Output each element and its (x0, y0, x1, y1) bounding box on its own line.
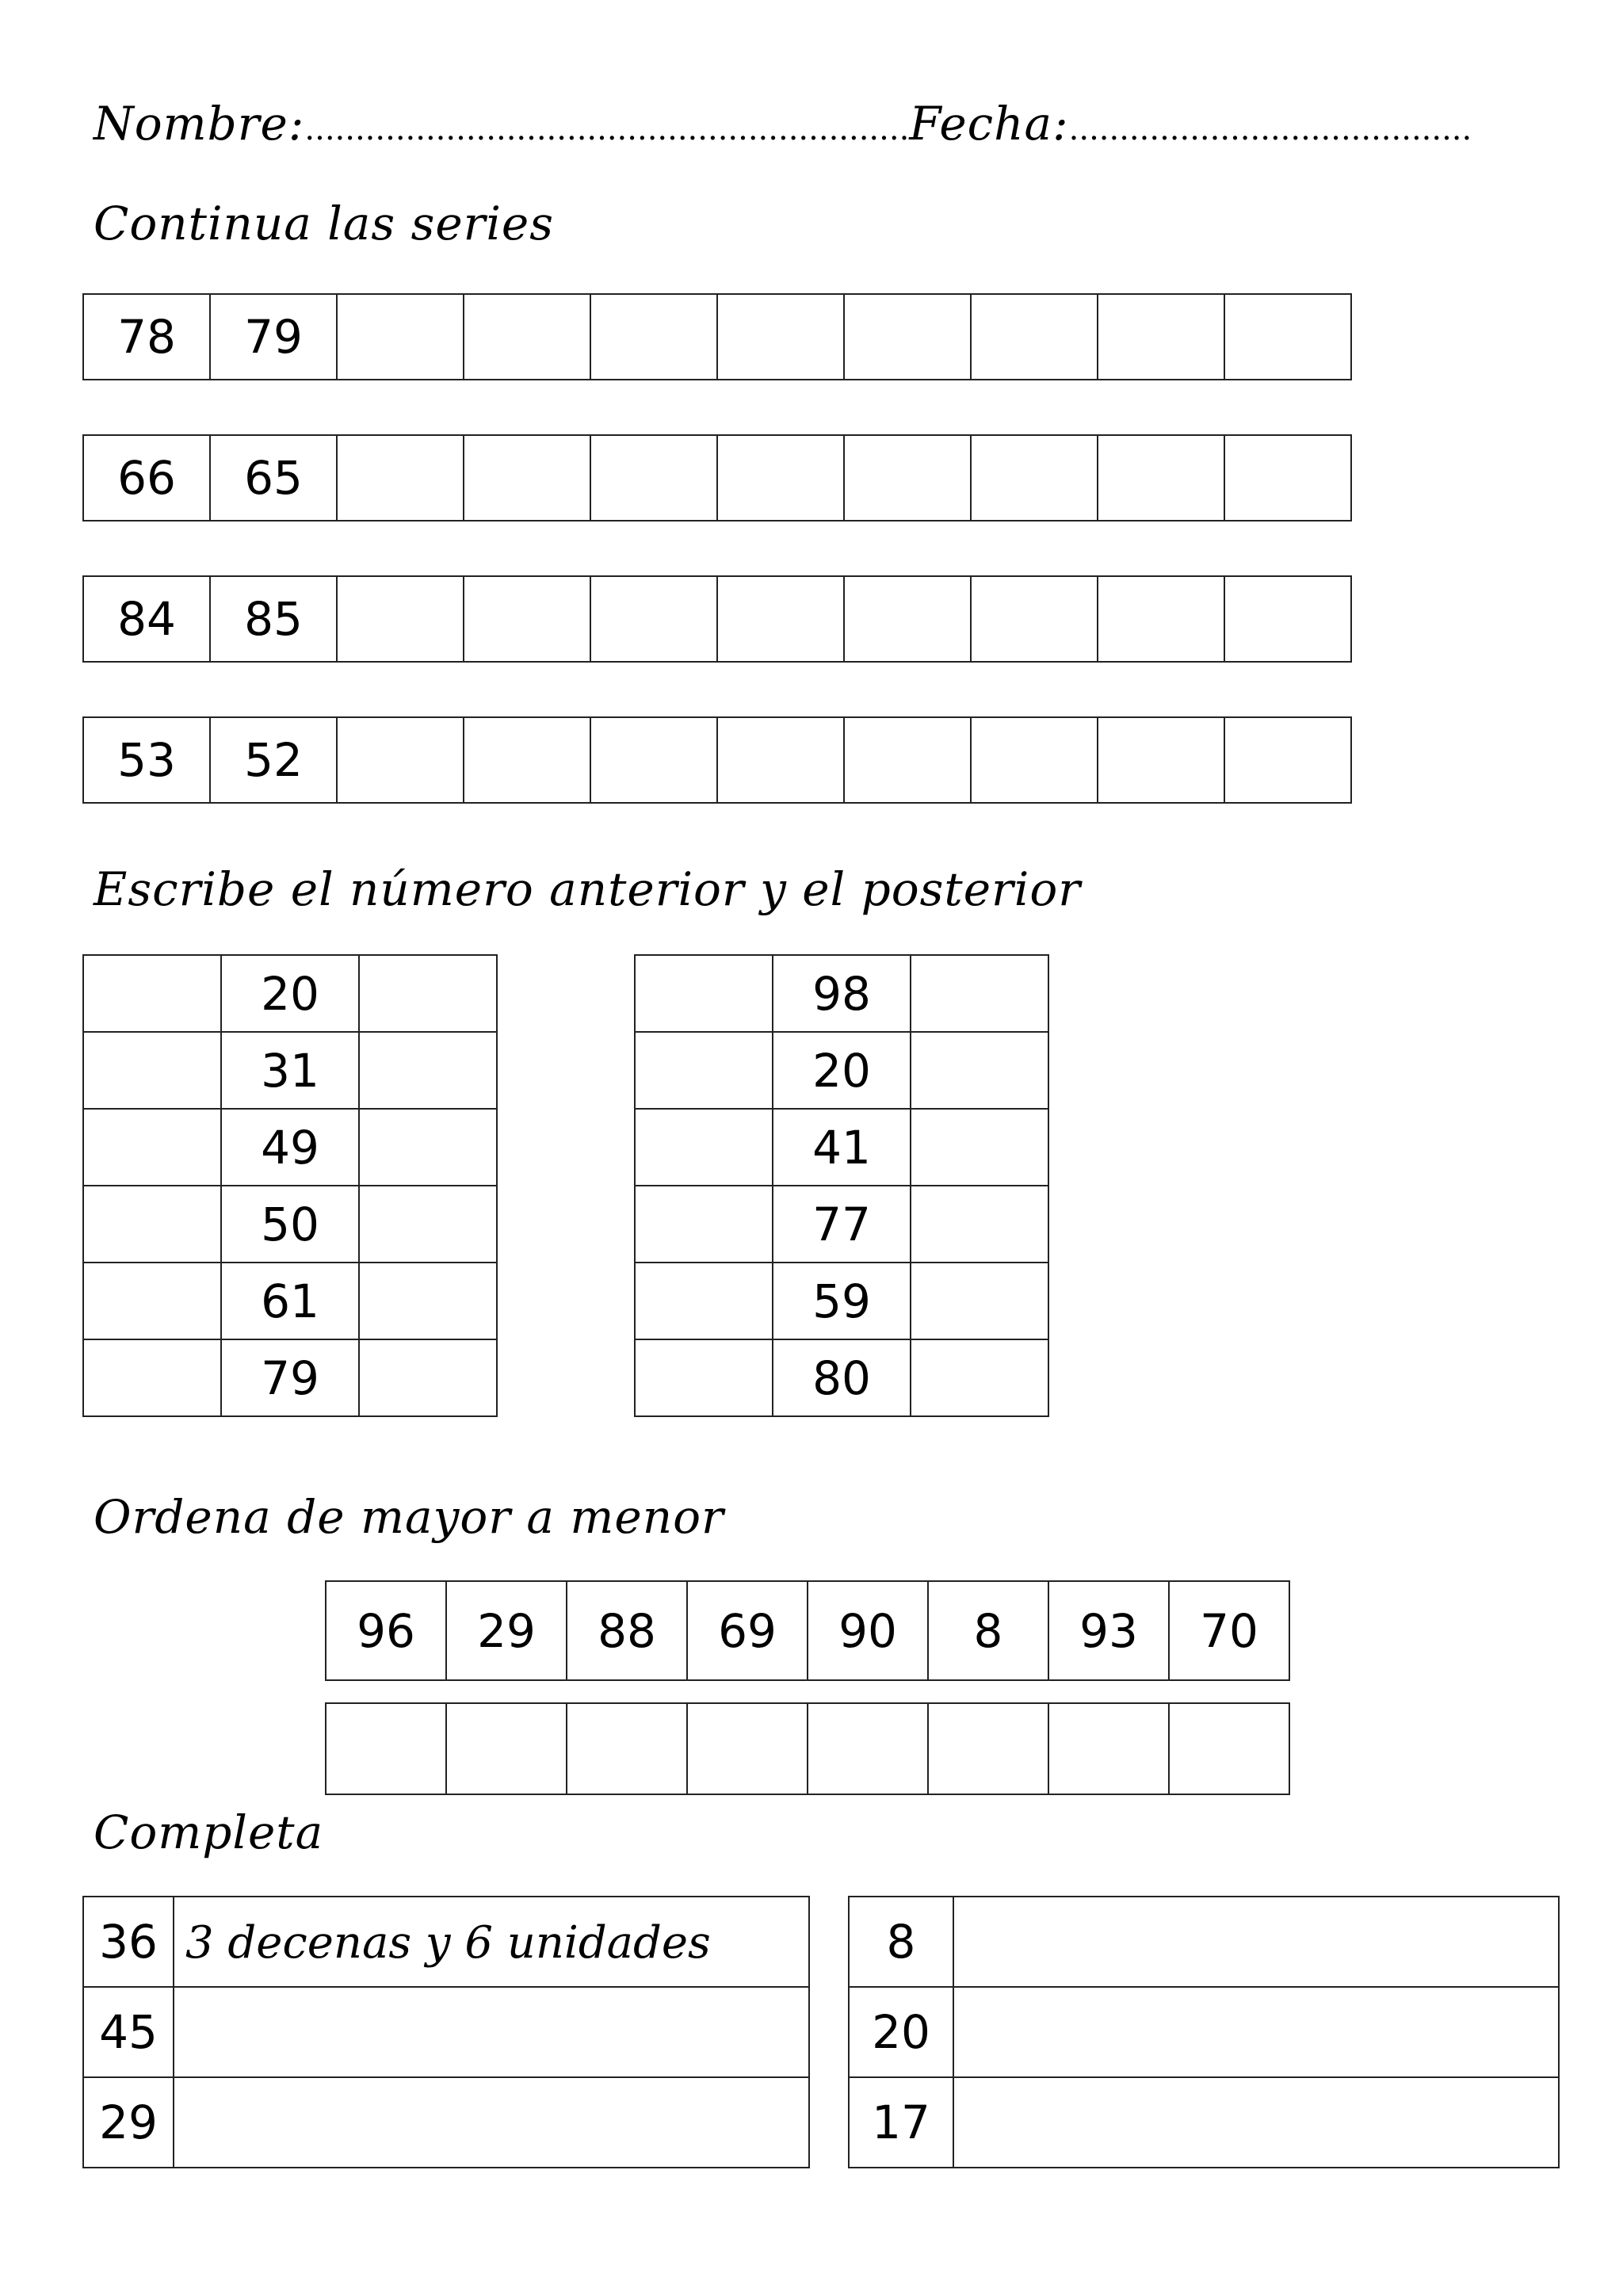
next-answer-cell[interactable] (911, 1032, 1048, 1109)
order-answer-cell[interactable] (1169, 1703, 1289, 1794)
prev-answer-cell[interactable] (83, 1339, 221, 1416)
series-answer-cell[interactable] (971, 435, 1098, 521)
order-answer-cell[interactable] (326, 1703, 446, 1794)
prev-answer-cell[interactable] (635, 1263, 773, 1339)
next-answer-cell[interactable] (911, 1109, 1048, 1186)
order-answer-cell[interactable] (446, 1703, 567, 1794)
next-answer-cell[interactable] (359, 1109, 497, 1186)
series-answer-cell[interactable] (717, 717, 844, 803)
complete-number: 17 (849, 2077, 953, 2168)
complete-table-right (848, 1896, 1560, 2168)
complete-answer-cell[interactable] (174, 2077, 809, 2168)
order-number: 90 (808, 1581, 928, 1680)
complete-number: 20 (849, 1987, 953, 2077)
series-answer-cell[interactable] (464, 576, 590, 662)
order-number: 96 (326, 1581, 446, 1680)
header-line (94, 97, 1472, 151)
complete-number: 8 (849, 1897, 953, 1987)
order-number: 29 (446, 1581, 567, 1680)
series-answer-cell[interactable] (844, 294, 971, 380)
complete-number: 36 (83, 1897, 174, 1987)
series-cell: 84 (83, 576, 210, 662)
series-answer-cell[interactable] (464, 717, 590, 803)
given-number: 59 (773, 1263, 911, 1339)
order-answer-cell[interactable] (928, 1703, 1048, 1794)
given-number: 98 (773, 955, 911, 1032)
given-number: 80 (773, 1339, 911, 1416)
date-field[interactable]: ........................................ (1068, 111, 1472, 147)
series-answer-cell[interactable] (1098, 294, 1224, 380)
next-answer-cell[interactable] (359, 955, 497, 1032)
series-row (82, 293, 1352, 380)
complete-answer-cell[interactable] (174, 1897, 809, 1987)
order-number: 70 (1169, 1581, 1289, 1680)
order-number: 8 (928, 1581, 1048, 1680)
order-numbers-row (325, 1580, 1290, 1681)
series-row (82, 434, 1352, 521)
given-number: 77 (773, 1186, 911, 1263)
complete-answer-cell[interactable] (953, 1897, 1559, 1987)
series-answer-cell[interactable] (337, 435, 464, 521)
prev-answer-cell[interactable] (83, 955, 221, 1032)
date-label: Fecha: (909, 97, 1069, 151)
given-number: 20 (773, 1032, 911, 1109)
order-answer-row (325, 1702, 1290, 1795)
series-answer-cell[interactable] (337, 576, 464, 662)
given-number: 79 (221, 1339, 359, 1416)
series-title: Continua las series (94, 197, 555, 250)
series-answer-cell[interactable] (590, 576, 717, 662)
series-answer-cell[interactable] (464, 435, 590, 521)
prev-answer-cell[interactable] (83, 1109, 221, 1186)
prev-answer-cell[interactable] (83, 1032, 221, 1109)
next-answer-cell[interactable] (911, 1339, 1048, 1416)
next-answer-cell[interactable] (911, 955, 1048, 1032)
series-answer-cell[interactable] (844, 576, 971, 662)
series-answer-cell[interactable] (844, 435, 971, 521)
series-row (82, 575, 1352, 663)
order-answer-cell[interactable] (567, 1703, 687, 1794)
series-cell: 66 (83, 435, 210, 521)
prevnext-table-left (82, 954, 498, 1417)
prev-answer-cell[interactable] (83, 1263, 221, 1339)
series-answer-cell[interactable] (337, 294, 464, 380)
order-number: 69 (687, 1581, 808, 1680)
series-cell: 79 (210, 294, 337, 380)
series-cell: 53 (83, 717, 210, 803)
complete-table-left (82, 1896, 810, 2168)
complete-title: Completa (94, 1805, 324, 1859)
prev-answer-cell[interactable] (635, 1186, 773, 1263)
order-answer-cell[interactable] (687, 1703, 808, 1794)
complete-answer-cell[interactable] (953, 2077, 1559, 2168)
given-number: 49 (221, 1109, 359, 1186)
prev-answer-cell[interactable] (635, 1109, 773, 1186)
next-answer-cell[interactable] (911, 1263, 1048, 1339)
order-number: 93 (1048, 1581, 1169, 1680)
series-answer-cell[interactable] (464, 294, 590, 380)
given-number: 61 (221, 1263, 359, 1339)
order-number: 88 (567, 1581, 687, 1680)
series-answer-cell[interactable] (590, 717, 717, 803)
prev-answer-cell[interactable] (635, 1339, 773, 1416)
series-answer-cell[interactable] (590, 435, 717, 521)
order-title: Ordena de mayor a menor (94, 1490, 724, 1544)
prevnext-title: Escribe el número anterior y el posterior (94, 862, 1081, 916)
series-answer-cell[interactable] (1098, 435, 1224, 521)
series-answer-cell[interactable] (337, 717, 464, 803)
series-answer-cell[interactable] (1224, 435, 1351, 521)
next-answer-cell[interactable] (359, 1339, 497, 1416)
order-answer-cell[interactable] (808, 1703, 928, 1794)
complete-number: 45 (83, 1987, 174, 2077)
series-answer-cell[interactable] (1098, 717, 1224, 803)
series-answer-cell[interactable] (717, 576, 844, 662)
series-answer-cell[interactable] (1098, 576, 1224, 662)
series-answer-cell[interactable] (717, 435, 844, 521)
series-cell: 65 (210, 435, 337, 521)
series-answer-cell[interactable] (971, 576, 1098, 662)
series-cell: 52 (210, 717, 337, 803)
next-answer-cell[interactable] (359, 1032, 497, 1109)
next-answer-cell[interactable] (359, 1186, 497, 1263)
series-answer-cell[interactable] (1224, 717, 1351, 803)
series-answer-cell[interactable] (1224, 576, 1351, 662)
series-answer-cell[interactable] (590, 294, 717, 380)
series-answer-cell[interactable] (1224, 294, 1351, 380)
name-field[interactable]: ............................................................ (304, 111, 910, 147)
complete-number: 29 (83, 2077, 174, 2168)
complete-text: 3 decenas y 6 unidades (185, 1917, 711, 1969)
given-number: 31 (221, 1032, 359, 1109)
prev-answer-cell[interactable] (83, 1186, 221, 1263)
series-answer-cell[interactable] (717, 294, 844, 380)
series-cell: 85 (210, 576, 337, 662)
complete-answer-cell[interactable] (174, 1987, 809, 2077)
complete-answer-cell[interactable] (953, 1987, 1559, 2077)
series-answer-cell[interactable] (971, 294, 1098, 380)
order-answer-cell[interactable] (1048, 1703, 1169, 1794)
given-number: 20 (221, 955, 359, 1032)
prev-answer-cell[interactable] (635, 955, 773, 1032)
series-row (82, 716, 1352, 804)
series-answer-cell[interactable] (971, 717, 1098, 803)
given-number: 41 (773, 1109, 911, 1186)
next-answer-cell[interactable] (911, 1186, 1048, 1263)
given-number: 50 (221, 1186, 359, 1263)
series-cell: 78 (83, 294, 210, 380)
name-label: Nombre: (94, 97, 305, 151)
prev-answer-cell[interactable] (635, 1032, 773, 1109)
next-answer-cell[interactable] (359, 1263, 497, 1339)
prevnext-table-right (634, 954, 1049, 1417)
series-answer-cell[interactable] (844, 717, 971, 803)
